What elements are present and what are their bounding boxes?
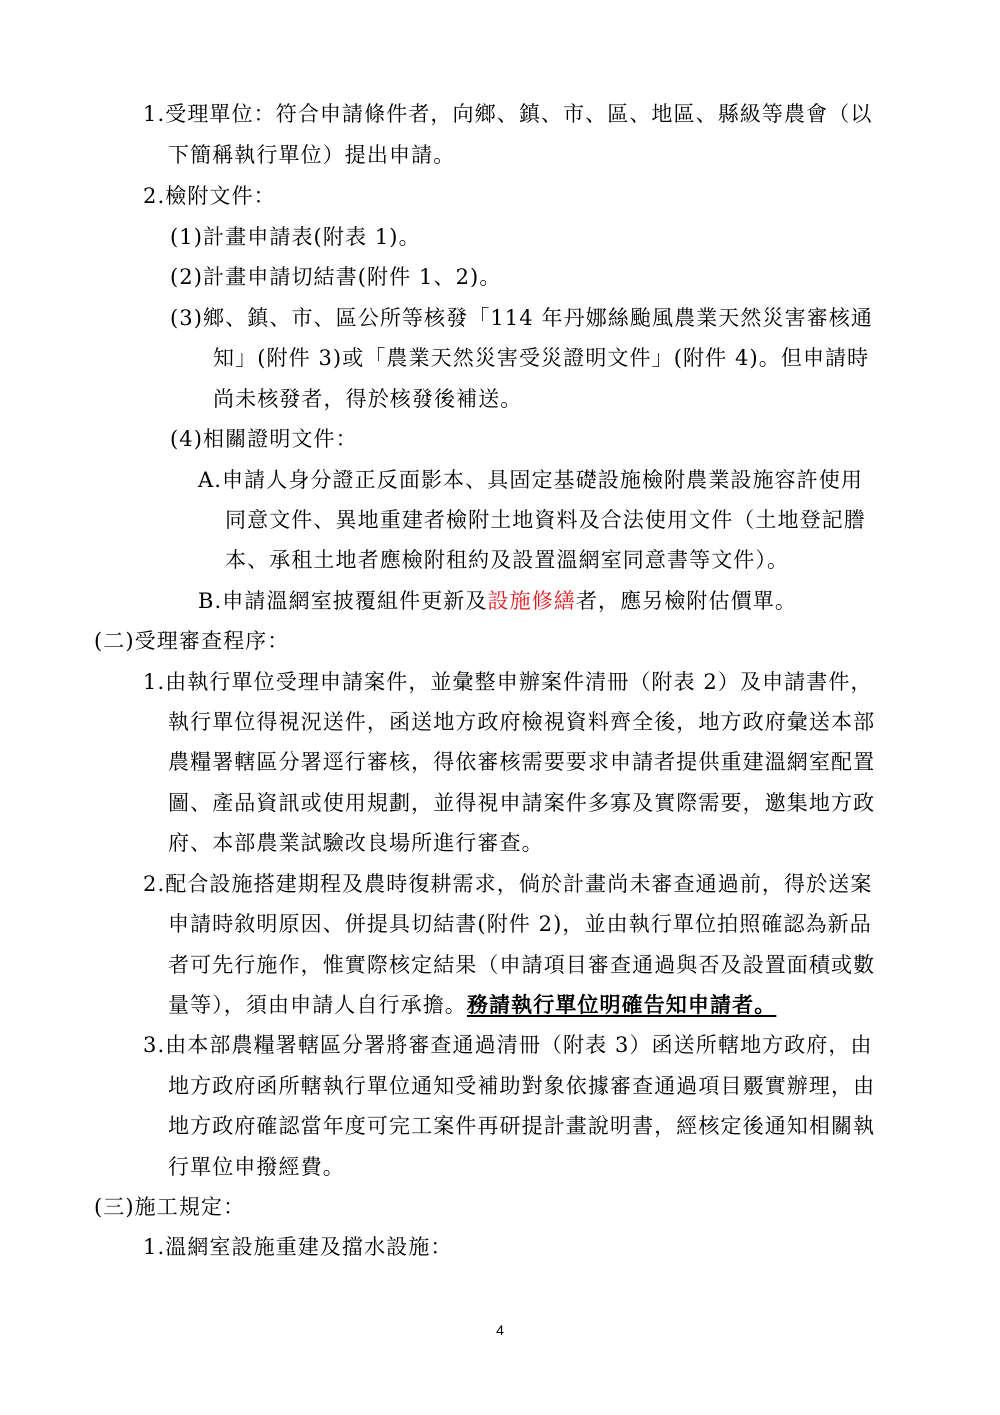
text-segment: 量等），須由申請人自行承擔。 xyxy=(168,993,467,1017)
section-heading: (二)受理審查程序： xyxy=(94,629,290,653)
emphasized-notice: 務請執行單位明確告知申請者。 xyxy=(466,992,777,1017)
text-line: 1.由執行單位受理申請案件，並彙整申辦案件清冊（附表 2）及申請書件， xyxy=(143,670,873,694)
text-line: (4)相關證明文件： xyxy=(170,427,358,451)
text-line: 尚未核發者，得於核發後補送。 xyxy=(213,387,523,411)
text-line: (3)鄉、鎮、市、區公所等核發「114 年丹娜絲颱風農業天然災害審核通 xyxy=(170,306,874,330)
text-line: 執行單位得視況送件，函送地方政府檢視資料齊全後，地方政府彙送本部 xyxy=(168,710,876,734)
page-number: 4 xyxy=(496,1322,504,1338)
text-line: 2.檢附文件： xyxy=(143,184,276,208)
text-line: 同意文件、異地重建者檢附土地資料及合法使用文件（土地登記謄 xyxy=(225,508,866,532)
text-line: 地方政府函所轄執行單位通知受補助對象依據審查通過項目覈實辦理，由 xyxy=(168,1074,876,1098)
text-line: 者可先行施作，惟實際核定結果（申請項目審查通過與否及設置面積或數 xyxy=(168,953,876,977)
text-line: 申請時敘明原因、併提具切結書(附件 2)，並由執行單位拍照確認為新品 xyxy=(168,912,872,936)
text-line: 地方政府確認當年度可完工案件再研提計畫說明書，經核定後通知相關執 xyxy=(168,1114,876,1138)
text-line: A.申請人身分證正反面影本、具固定基礎設施檢附農業設施容許使用 xyxy=(198,468,863,492)
highlighted-text: 設施修繕 xyxy=(487,589,576,613)
text-line: 3.由本部農糧署轄區分署將審查通過清冊（附表 3）函送所轄地方政府，由 xyxy=(143,1033,873,1057)
text-line: 下簡稱執行單位）提出申請。 xyxy=(168,143,456,167)
text-line: 府、本部農業試驗改良場所進行審查。 xyxy=(168,831,544,855)
text-line: 農糧署轄區分署逕行審核，得依審核需要要求申請者提供重建溫網室配置 xyxy=(168,750,876,774)
text-line: (2)計畫申請切結書(附件 1、2)。 xyxy=(170,265,502,289)
text-line: 知」(附件 3)或「農業天然災害受災證明文件」(附件 4)。但申請時 xyxy=(213,346,870,370)
text-line: 2.配合設施搭建期程及農時復耕需求，倘於計畫尚未審查通過前，得於送案 xyxy=(143,872,873,896)
text-line xyxy=(168,990,776,1020)
text-line: 1.受理單位：符合申請條件者，向鄉、鎮、市、區、地區、縣級等農會（以 xyxy=(143,102,873,126)
section-heading: (三)施工規定： xyxy=(94,1195,246,1219)
text-segment: 者，應另檢附估價單。 xyxy=(575,589,797,613)
text-line: (1)計畫申請表(附表 1)。 xyxy=(170,225,421,249)
text-line: 1.溫網室設施重建及擋水設施： xyxy=(143,1235,453,1259)
text-line: 行單位申撥經費。 xyxy=(168,1155,345,1179)
text-line xyxy=(198,586,797,616)
text-line: 圖、產品資訊或使用規劃，並得視申請案件多寡及實際需要，邀集地方政 xyxy=(168,791,876,815)
text-segment: B.申請溫網室披覆組件更新及 xyxy=(198,589,488,613)
text-line: 本、承租土地者應檢附租約及設置溫網室同意書等文件）。 xyxy=(225,548,790,572)
